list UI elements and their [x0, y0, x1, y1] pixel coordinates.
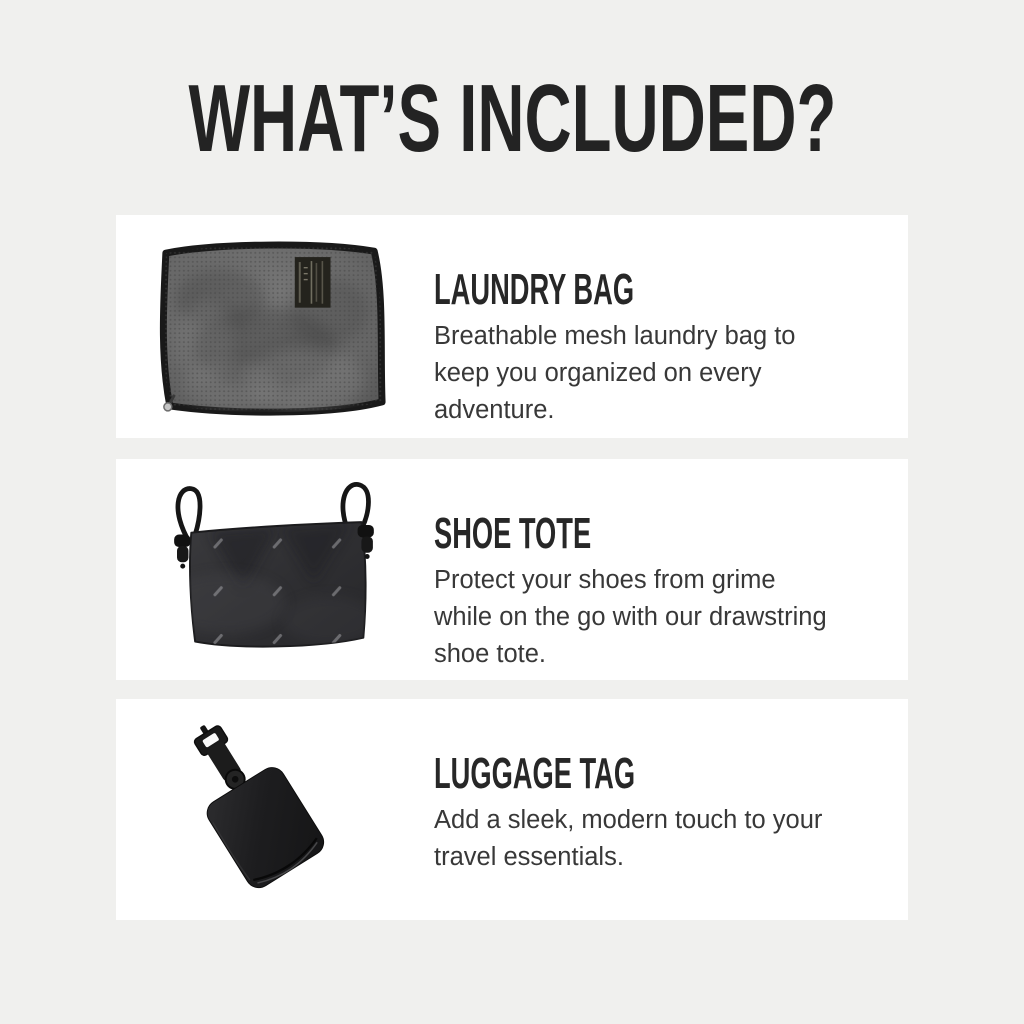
item-title-laundry-bag	[434, 266, 795, 314]
item-card-laundry-bag	[116, 215, 908, 438]
item-title-shoe-tote	[434, 510, 827, 558]
luggage-tag-illustration	[168, 719, 358, 900]
shoe-tote-photo	[134, 477, 392, 664]
item-title-text: LUGGAGE TAG	[434, 749, 636, 798]
description-line: Add a sleek, modern touch to your	[434, 806, 823, 834]
item-title-text: SHOE TOTE	[434, 509, 592, 558]
laundry-bag-photo	[146, 237, 394, 426]
item-description	[434, 318, 795, 429]
item-card-luggage-tag	[116, 699, 908, 920]
page-title	[0, 65, 1024, 172]
item-title-luggage-tag	[434, 750, 822, 798]
item-description	[434, 562, 827, 673]
description-line: keep you organized on every	[434, 359, 762, 387]
item-card-shoe-tote	[116, 459, 908, 680]
laundry-bag-illustration	[146, 237, 394, 421]
page-title-text: WHAT’S INCLUDED?	[188, 65, 836, 172]
laundry-bag-label	[295, 257, 331, 308]
description-line: shoe tote.	[434, 640, 546, 668]
luggage-tag-photo	[168, 719, 358, 905]
cord-lock-left	[174, 535, 190, 569]
description-line: Breathable mesh laundry bag to	[434, 322, 796, 350]
item-description	[434, 802, 822, 876]
item-title-text: LAUNDRY BAG	[434, 265, 635, 314]
description-line: while on the go with our drawstring	[434, 603, 827, 631]
luggage-tag-body	[202, 763, 328, 893]
description-line: travel essentials.	[434, 843, 624, 871]
description-line: adventure.	[434, 396, 555, 424]
shoe-tote-illustration	[134, 477, 392, 659]
description-line: Protect your shoes from grime	[434, 566, 776, 594]
